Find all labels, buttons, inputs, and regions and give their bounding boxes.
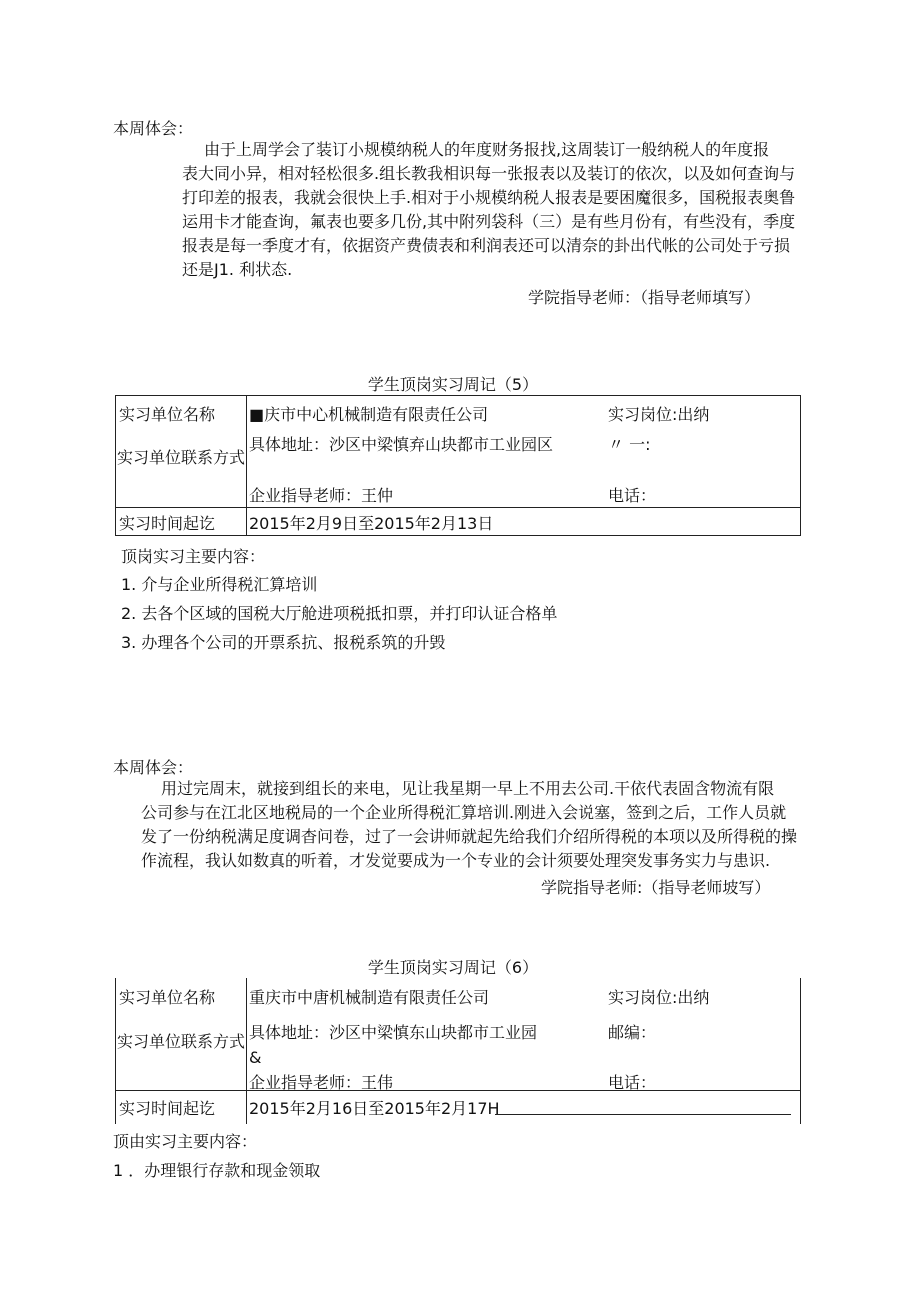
week6-period-value: 2015年2月16日至2015年2月17H	[249, 1099, 500, 1118]
week5-content-title: 顶岗实习主要内容：	[121, 547, 266, 566]
week5-reflection-title: 本周体会：	[113, 758, 194, 777]
week6-title: 学生顶岗实习周记（6）	[367, 958, 539, 977]
week5-period-value: 2015年2月9日至2015年2月13日	[249, 514, 494, 533]
week5-mentor: 企业指导老师：王仲	[249, 486, 394, 505]
week6-postcode: 邮编：	[608, 1023, 657, 1042]
week6-table-left-border	[115, 978, 116, 1124]
week4-advisor: 学院指导老师：（指导老师填写）	[528, 288, 761, 307]
week5-phone: 电话：	[608, 486, 657, 505]
week6-mentor: 企业指导老师：王伟	[249, 1073, 394, 1092]
week6-unit-value: 重庆市中唐机械制造有限责任公司	[249, 988, 490, 1007]
week5-postcode: 〃 一:	[608, 435, 651, 454]
week4-line-1: 表大同小异，相对轻松很多.组长教我相识每一张报表以及装订的依次，以及如何查询与	[182, 164, 796, 183]
week6-table-mid-border	[115, 1090, 801, 1091]
week5-advisor: 学院指导老师:（指导老师坡写）	[541, 878, 771, 897]
week5-reflection-text	[141, 777, 809, 873]
week6-content-item-0: 1 ．办理银行存款和现金领取	[113, 1161, 321, 1180]
week5-period-label: 实习时间起讫	[119, 514, 216, 533]
week5-table-right-border	[800, 395, 801, 536]
week4-reflection-title: 本周体会：	[113, 119, 194, 138]
week5-unit-label: 实习单位名称	[119, 405, 216, 424]
week6-unit-label: 实习单位名称	[119, 988, 216, 1007]
week5-table-top-border	[115, 395, 801, 396]
week6-address: 具体地址：沙区中梁慎东山块都市工业园	[249, 1023, 538, 1042]
week6-table-right-border	[800, 978, 801, 1124]
week4-reflection-text	[182, 138, 807, 282]
week5-line-1: 公司参与在江北区地税局的一个企业所得税汇算培训.刚进入会说塞，签到之后，工作人员就	[141, 803, 787, 822]
week4-line-0: 由于上周学会了装订小规模纳税人的年度财务报找,这周装订一般纳税人的年度报	[204, 140, 770, 159]
week6-content-title: 顶由实习主要内容：	[113, 1132, 258, 1151]
week5-table-col-divider	[246, 395, 247, 536]
week5-contact-label: 实习单位联系方式	[117, 448, 246, 467]
week5-address: 具体地址：沙区中梁慎弃山块都市工业园区	[249, 435, 554, 454]
week6-table-col-divider	[246, 978, 247, 1124]
week6-phone: 电话：	[608, 1073, 657, 1092]
week5-table-mid-border	[115, 507, 801, 508]
week5-content-item-0: 1. 介与企业所得税汇算培训	[121, 575, 318, 594]
week4-line-3: 运用卡才能查询，氟表也要多几份,其中附列袋科（三）是有些月份有，有些没有，季度	[182, 212, 796, 231]
week6-period-label: 实习时间起讫	[119, 1099, 216, 1118]
week6-period-underline	[495, 1114, 791, 1115]
week5-line-2: 发了一份纳税满足度调杳问卷，过了一会讲师就起先给我们介绍所得税的本项以及所得税的操	[141, 827, 798, 846]
week5-line-0: 用过完周末，就接到组长的来电，见让我星期一早上不用去公司.干依代表固含物流有限	[161, 779, 775, 798]
week6-address-cont: &	[249, 1048, 262, 1067]
week5-title: 学生顶岗实习周记（5）	[367, 375, 539, 394]
week5-line-3: 作流程，我认如数真的听着，才发觉要成为一个专业的会计须要处理突发事务实力与患识.	[141, 851, 771, 870]
week4-line-5: 还是J1. 利状态.	[182, 260, 293, 279]
week5-content-item-1: 2. 去各个区域的国税大厅舱进项税抵扣票，并打印认证合格单	[121, 604, 558, 623]
week5-post: 实习岗位:出纳	[608, 405, 710, 424]
week5-unit-value: ■庆市中心机械制造有限责任公司	[249, 405, 489, 424]
week4-line-2: 打印差的报表，我就会很快上手.相对于小规模纳税人报表是要困魔很多，国税报表奥鲁	[182, 188, 796, 207]
week5-content-item-2: 3. 办理各个公司的开票系抗、报税系筑的升毁	[121, 633, 446, 652]
week5-table-left-border	[115, 395, 116, 536]
week4-line-4: 报表是每一季度才有，依据资产费债表和利润表还可以清奈的卦出代帐的公司处于亏损	[182, 236, 791, 255]
week5-table-bottom-border	[115, 535, 801, 536]
week6-post: 实习岗位:出纳	[608, 988, 710, 1007]
week6-contact-label: 实习单位联系方式	[117, 1032, 246, 1051]
